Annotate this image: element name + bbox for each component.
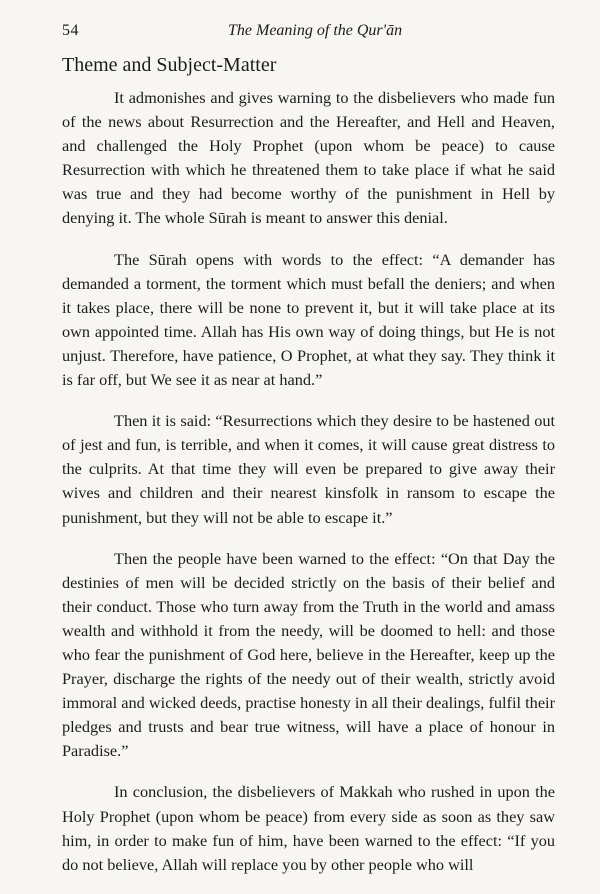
paragraph: The Sūrah opens with words to the effect: “A demander has demanded a torment, the torment which must befall the deniers; and when it takes place, there will be none to prevent it, but it will take place at its own appointed time. Allah has His own way of doing things, but He is not unjust. Therefore, have patience, O Prophet, at what they say. They think it is far off, but We see it as near at hand.” xyxy=(62,249,555,390)
running-title: The Meaning of the Qur'ān xyxy=(228,22,403,39)
paragraph: Then it is said: “Resurrections which they desire to be hastened out of jest and fun, is terrible, and when it comes, it will cause great distress to the culprits. At that time they will even be prepared to give away their wives and children and their nearest kinsfolk in ransom to escape the punishment, but they will not be able to escape it.” xyxy=(62,411,555,527)
paragraph: Then the people have been warned to the effect: “On that Day the destinies of men will be decided strictly on the basis of their belief and their conduct. Those who turn away from the Truth in the world and amass wealth and withhold it from the needy, will be doomed to hell: and those who fear the punishment of God here, believe in the Hereafter, keep up the Prayer, discharge the rights of the needy out of their wealth, strictly avoid immoral and wicked deeds, practise honesty in all their dealings, fulfil their pledges and trusts and bear true witness, will have a place of honour in Paradise.” xyxy=(62,548,555,761)
body-text xyxy=(62,86,555,894)
section-heading: Theme and Subject-Matter xyxy=(62,54,277,76)
page-number: 54 xyxy=(62,22,79,39)
paragraph: In conclusion, the disbelievers of Makkah who rushed in upon the Holy Prophet (upon whom be peace) from every side as soon as they saw him, in order to make fun of him, have been warned to the effect: “If you do not believe, Allah will replace you by other people who will xyxy=(62,782,555,874)
paragraph: It admonishes and gives warning to the disbelievers who made fun of the news about Resurrection and the Hereafter, and Hell and Heaven, and challenged the Holy Prophet (upon whom be peace) to cause Resurrection with which he threatened them to take place if what he said was true and they had become worthy of the punishment in Hell by denying it. The whole Sūrah is meant to answer this denial. xyxy=(62,88,555,228)
page-header xyxy=(62,22,556,44)
